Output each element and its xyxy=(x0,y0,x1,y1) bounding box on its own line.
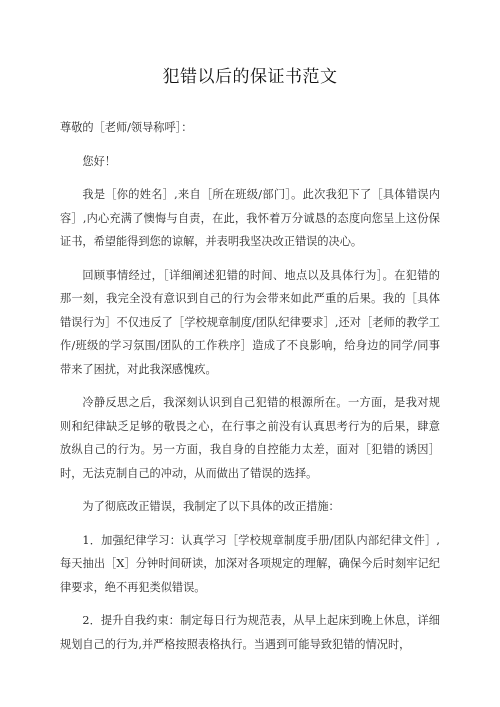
list-item-paragraph: 2．提升自我约束：制定每日行为规范表，从早上起床到晚上休息，详细规划自己的行为,并严格按照表格执行。当遇到可能导致犯错的情况时， xyxy=(60,614,440,651)
document-body xyxy=(60,116,440,666)
paragraph: 为了彻底改正错误，我制定了以下具体的改正措施： xyxy=(82,500,340,513)
document-title: 犯错以后的保证书范文 xyxy=(162,67,338,87)
paragraph: 冷静反思之后，我深刻认识到自己犯错的根源所在。一方面，是我对规则和纪律缺乏足够的敬畏之心，在行事之前没有认真思考行为的后果，肆意放纵自己的行为。另一方面，我自身的自控能力太差，面对［犯错的诱因］时，无法克制自己的冲动，从而做出了错误的选择。 xyxy=(60,396,440,480)
list-item-paragraph: 1．加强纪律学习：认真学习［学校规章制度手册/团队内部纪律文件］,每天抽出［X］分钟时间研读，加深对各项规定的理解，确保今后时刻牢记纪律要求，绝不再犯类似错误。 xyxy=(60,533,440,594)
paragraph: 我是［你的姓名］,来自［所在班级/部门］。此次我犯下了［具体错误内容］,内心充满了懊悔与自责，在此，我怀着万分诚恳的态度向您呈上这份保证书，希望能得到您的谅解，并表明我坚决改正错误的决心。 xyxy=(60,188,440,248)
paragraph: 回顾事情经过，［详细阐述犯错的时间、地点以及具体行为］。在犯错的那一刻，我完全没有意识到自己的行为会带来如此严重的后果。我的［具体错误行为］不仅违反了［学校规章制度/团队纪律要求］,还对［老师的教学工作/班级的学习氛围/团队的工作秩序］造成了不良影响，给身边的同学/同事带来了困扰，对此我深感愧疚。 xyxy=(60,268,440,376)
greeting: 您好！ xyxy=(82,154,116,168)
salutation: 尊敬的［老师/领导称呼］： xyxy=(60,121,193,134)
